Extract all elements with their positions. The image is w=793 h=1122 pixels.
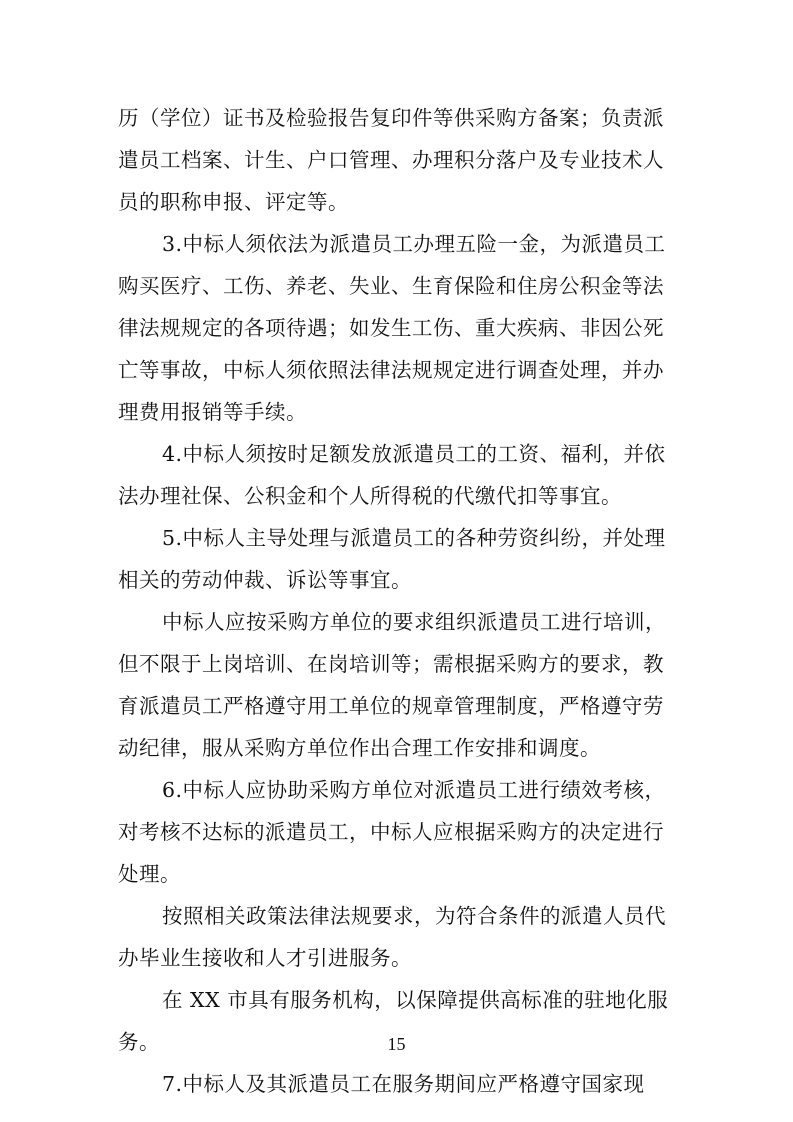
text-line: 但不限于上岗培训、在岗培训等；需根据采购方的要求，教: [118, 652, 664, 676]
text-line: 处理。: [118, 862, 181, 886]
text-line: 法办理社保、公积金和个人所得税的代缴代扣等事宜。: [118, 484, 622, 508]
text-line: 育派遣员工严格遵守用工单位的规章管理制度，严格遵守劳: [118, 694, 664, 718]
paragraph-start-line: 7.中标人及其派遣员工在服务期间应严格遵守国家现: [162, 1072, 645, 1096]
text-line: 务。: [118, 1030, 160, 1054]
body-text: [118, 97, 678, 1105]
paragraph-start-line: 6.中标人应协助采购方单位对派遣员工进行绩效考核，: [162, 778, 666, 802]
text-line: 历（学位）证书及检验报告复印件等供采购方备案；负责派: [118, 106, 664, 130]
paragraph-start-line: 4.中标人须按时足额发放派遣员工的工资、福利，并依: [162, 442, 666, 466]
text-line: 相关的劳动仲裁、诉讼等事宜。: [118, 568, 412, 592]
paragraph-start-line: 按照相关政策法律法规要求，为符合条件的派遣人员代: [162, 904, 666, 928]
text-line: 理费用报销等手续。: [118, 400, 307, 424]
text-line: 动纪律，服从采购方单位作出合理工作安排和调度。: [118, 736, 601, 760]
text-line: 亡等事故，中标人须依照法律法规规定进行调查处理，并办: [118, 358, 664, 382]
paragraph-start-line: 在 XX 市具有服务机构，以保障提供高标准的驻地化服: [162, 988, 669, 1012]
page-number: 15: [387, 1034, 406, 1054]
text-line: 遣员工档案、计生、户口管理、办理积分落户及专业技术人: [118, 148, 664, 172]
text-line: 对考核不达标的派遣员工，中标人应根据采购方的决定进行: [118, 820, 664, 844]
paragraph-start-line: 中标人应按采购方单位的要求组织派遣员工进行培训，: [162, 610, 666, 634]
text-line: 购买医疗、工伤、养老、失业、生育保险和住房公积金等法: [118, 274, 664, 298]
text-line: 员的职称申报、评定等。: [118, 190, 349, 214]
text-line: 办毕业生接收和人才引进服务。: [118, 946, 412, 970]
paragraph-start-line: 5.中标人主导处理与派遣员工的各种劳资纠纷，并处理: [162, 526, 666, 550]
text-line: 律法规规定的各项待遇；如发生工伤、重大疾病、非因公死: [118, 316, 664, 340]
paragraph-start-line: 3.中标人须依法为派遣员工办理五险一金，为派遣员工: [162, 232, 666, 256]
